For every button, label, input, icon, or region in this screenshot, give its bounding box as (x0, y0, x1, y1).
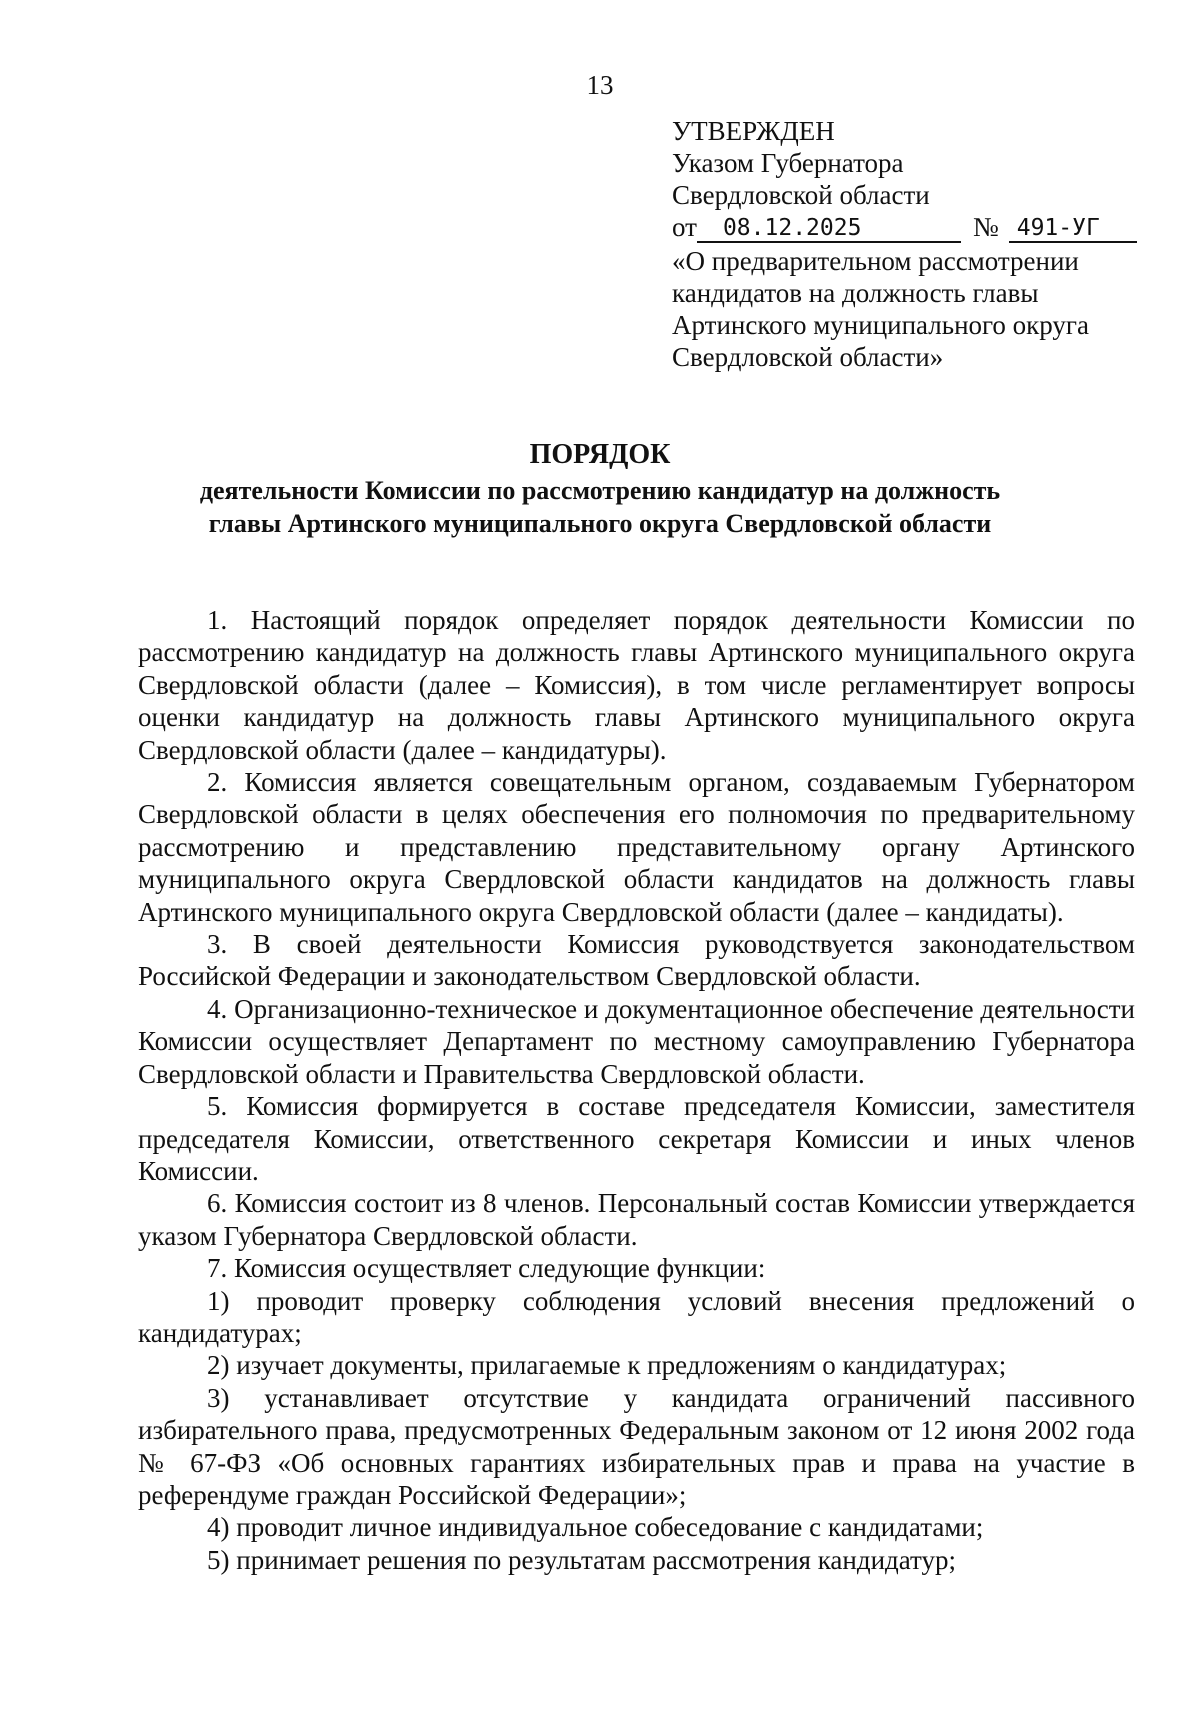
document-title: ПОРЯДОК (529, 439, 671, 470)
decree-number: 491-УГ (1009, 215, 1137, 243)
function-item-2: 2) изучает документы, прилагаемые к предложениям о кандидатурах; (207, 1350, 1007, 1381)
approval-block (672, 115, 1172, 373)
approval-date-number-line (672, 211, 1172, 245)
document-heading (0, 436, 1200, 540)
decree-date: 08.12.2025 (697, 215, 961, 243)
paragraph-1: 1. Настоящий порядок определяет порядок деятельности Комиссии по рассмотрению кандидатур на должность главы Артинского муниципального округа Свердловской области (далее – Комиссия), в том числе регламентирует вопросы оценки кандидатур на должность главы Артинского муниципального округа Свердловской области (далее – кандидатуры). (138, 605, 1135, 765)
approval-authority: Указом Губернатора (672, 148, 904, 178)
document-subtitle-line: главы Артинского муниципального округа Свердловской области (208, 509, 992, 538)
approval-status: УТВЕРЖДЕН (672, 116, 835, 146)
function-item-4: 4) проводит личное индивидуальное собеседование с кандидатами; (207, 1512, 984, 1543)
page-number: 13 (586, 70, 614, 100)
decree-title-line: Артинского муниципального округа (672, 310, 1089, 340)
paragraph-3: 3. В своей деятельности Комиссия руководствуется законодательством Российской Федерации и законодательством Свердловской области. (138, 929, 1135, 992)
paragraph-5: 5. Комиссия формируется в составе председателя Комиссии, заместителя председателя Комиссии, ответственного секретаря Комиссии и иных членов Комиссии. (138, 1091, 1135, 1186)
number-sign: № (972, 212, 999, 242)
function-item-5: 5) принимает решения по результатам рассмотрения кандидатур; (207, 1544, 956, 1575)
paragraph-4: 4. Организационно-техническое и документационное обеспечение деятельности Комиссии осуществляет Департамент по местному самоуправлению Губернатора Свердловской области и Правительства Свердловской области. (138, 993, 1135, 1089)
decree-title-line: Свердловской области» (672, 342, 944, 372)
function-item-1: 1) проводит проверку соблюдения условий внесения предложений о кандидатурах; (138, 1285, 1135, 1348)
document-subtitle-line: деятельности Комиссии по рассмотрению кандидатур на должность (199, 476, 1001, 505)
paragraph-6: 6. Комиссия состоит из 8 членов. Персональный состав Комиссии утверждается указом Губернатора Свердловской области. (138, 1188, 1135, 1251)
date-prefix: от (672, 212, 697, 242)
decree-title-line: «О предварительном рассмотрении (672, 246, 1079, 276)
decree-title-line: кандидатов на должность главы (672, 278, 1039, 308)
approval-region: Свердловской области (672, 180, 930, 210)
paragraph-2: 2. Комиссия является совещательным органом, создаваемым Губернатором Свердловской области в целях обеспечения его полномочия по предварительному рассмотрению и представлению представительному органу Артинского муниципального округа Свердловской области кандидатов на должность главы Артинского муниципального округа Свердловской области (далее – кандидаты). (138, 767, 1135, 927)
document-body (138, 604, 1135, 1576)
function-item-3: 3) устанавливает отсутствие у кандидата ограничений пассивного избирательного права, предусмотренных Федеральным законом от 12 июня 2002 года № 67-ФЗ «Об основных гарантиях избирательных прав и права на участие в референдуме граждан Российской Федерации»; (138, 1382, 1135, 1510)
paragraph-7: 7. Комиссия осуществляет следующие функции: (207, 1253, 766, 1284)
